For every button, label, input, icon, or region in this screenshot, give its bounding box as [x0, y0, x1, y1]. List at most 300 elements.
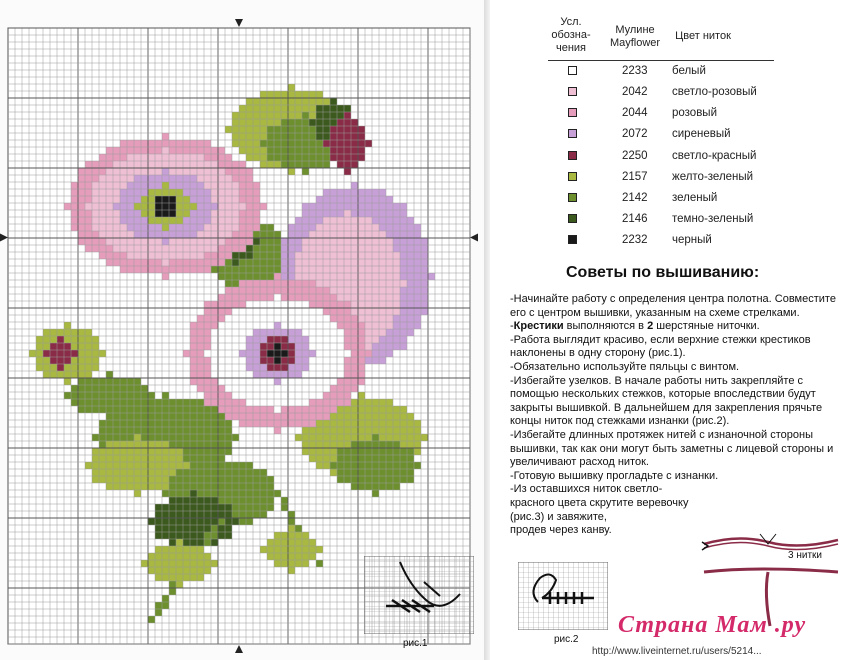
stitch-cell: [162, 567, 169, 574]
stitch-cell: [365, 469, 372, 476]
stitch-cell: [141, 266, 148, 273]
stitch-cell: [309, 287, 316, 294]
stitch-cell: [253, 105, 260, 112]
stitch-cell: [120, 189, 127, 196]
stitch-cell: [92, 168, 99, 175]
stitch-cell: [183, 490, 190, 497]
stitch-cell: [316, 245, 323, 252]
stitch-cell: [421, 245, 428, 252]
stitch-cell: [400, 441, 407, 448]
stitch-cell: [232, 322, 239, 329]
stitch-cell: [218, 441, 225, 448]
stitch-cell: [232, 490, 239, 497]
stitch-cell: [106, 245, 113, 252]
stitch-cell: [386, 336, 393, 343]
stitch-cell: [176, 231, 183, 238]
stitch-cell: [253, 420, 260, 427]
stitch-cell: [183, 238, 190, 245]
stitch-cell: [337, 413, 344, 420]
stitch-cell: [127, 434, 134, 441]
stitch-cell: [400, 287, 407, 294]
stitch-cell: [204, 259, 211, 266]
stitch-cell: [393, 469, 400, 476]
stitch-cell: [92, 343, 99, 350]
stitch-cell: [323, 343, 330, 350]
stitch-cell: [344, 217, 351, 224]
stitch-cell: [204, 455, 211, 462]
stitch-cell: [288, 371, 295, 378]
stitch-cell: [246, 462, 253, 469]
stitch-cell: [239, 210, 246, 217]
stitch-cell: [288, 343, 295, 350]
stitch-cell: [246, 490, 253, 497]
stitch-cell: [246, 189, 253, 196]
stitch-cell: [183, 525, 190, 532]
stitch-cell: [169, 203, 176, 210]
stitch-cell: [78, 378, 85, 385]
stitch-cell: [386, 217, 393, 224]
stitch-cell: [344, 399, 351, 406]
stitch-cell: [190, 448, 197, 455]
stitch-cell: [232, 462, 239, 469]
stitch-cell: [134, 469, 141, 476]
stitch-cell: [288, 385, 295, 392]
stitch-cell: [358, 147, 365, 154]
stitch-cell: [106, 469, 113, 476]
stitch-cell: [295, 322, 302, 329]
stitch-cell: [211, 539, 218, 546]
stitch-cell: [302, 252, 309, 259]
stitch-cell: [372, 420, 379, 427]
stitch-cell: [176, 539, 183, 546]
stitch-cell: [407, 462, 414, 469]
stitch-cell: [274, 490, 281, 497]
stitch-cell: [36, 336, 43, 343]
stitch-cell: [211, 266, 218, 273]
stitch-cell: [190, 469, 197, 476]
stitch-cell: [232, 287, 239, 294]
stitch-cell: [57, 336, 64, 343]
stitch-cell: [260, 329, 267, 336]
stitch-cell: [316, 301, 323, 308]
stitch-cell: [155, 462, 162, 469]
stitch-cell: [92, 210, 99, 217]
stitch-cell: [162, 462, 169, 469]
stitch-cell: [267, 161, 274, 168]
stitch-cell: [113, 189, 120, 196]
stitch-cell: [344, 462, 351, 469]
stitch-cell: [358, 231, 365, 238]
stitch-cell: [400, 462, 407, 469]
stitch-cell: [113, 154, 120, 161]
stitch-cell: [253, 329, 260, 336]
stitch-cell: [274, 553, 281, 560]
stitch-cell: [365, 448, 372, 455]
stitch-cell: [295, 245, 302, 252]
stitch-cell: [190, 476, 197, 483]
stitch-cell: [155, 532, 162, 539]
stitch-cell: [169, 560, 176, 567]
stitch-cell: [288, 308, 295, 315]
stitch-cell: [358, 336, 365, 343]
stitch-cell: [414, 238, 421, 245]
stitch-cell: [386, 224, 393, 231]
stitch-cell: [218, 448, 225, 455]
stitch-cell: [176, 469, 183, 476]
stitch-cell: [302, 420, 309, 427]
stitch-cell: [183, 511, 190, 518]
stitch-cell: [421, 273, 428, 280]
stitch-cell: [330, 413, 337, 420]
stitch-cell: [253, 112, 260, 119]
stitch-cell: [148, 441, 155, 448]
stitch-cell: [316, 280, 323, 287]
stitch-cell: [204, 427, 211, 434]
stitch-cell: [239, 224, 246, 231]
center-arrow-bottom: [235, 645, 243, 653]
stitch-cell: [218, 357, 225, 364]
stitch-cell: [134, 266, 141, 273]
stitch-cell: [393, 217, 400, 224]
stitch-cell: [148, 147, 155, 154]
stitch-cell: [365, 308, 372, 315]
stitch-cell: [169, 182, 176, 189]
stitch-cell: [386, 294, 393, 301]
stitch-cell: [225, 329, 232, 336]
stitch-cell: [239, 315, 246, 322]
stitch-cell: [260, 504, 267, 511]
stitch-cell: [99, 420, 106, 427]
stitch-cell: [113, 399, 120, 406]
stitch-cell: [99, 252, 106, 259]
stitch-cell: [365, 329, 372, 336]
stitch-cell: [407, 455, 414, 462]
stitch-cell: [232, 357, 239, 364]
stitch-cell: [197, 161, 204, 168]
stitch-cell: [246, 329, 253, 336]
stitch-cell: [414, 224, 421, 231]
stitch-cell: [239, 182, 246, 189]
stitch-cell: [218, 315, 225, 322]
thread-code: 2146: [622, 213, 648, 225]
stitch-cell: [78, 399, 85, 406]
stitch-cell: [218, 301, 225, 308]
tip-text: выполняются в: [563, 320, 648, 333]
stitch-cell: [246, 504, 253, 511]
stitch-cell: [323, 315, 330, 322]
stitch-cell: [365, 259, 372, 266]
stitch-cell: [92, 399, 99, 406]
stitch-cell: [330, 105, 337, 112]
stitch-cell: [295, 343, 302, 350]
stitch-cell: [407, 427, 414, 434]
stitch-cell: [288, 266, 295, 273]
stitch-cell: [225, 511, 232, 518]
stitch-cell: [365, 476, 372, 483]
stitch-cell: [351, 315, 358, 322]
stitch-cell: [148, 203, 155, 210]
stitch-cell: [260, 483, 267, 490]
stitch-cell: [211, 217, 218, 224]
stitch-cell: [274, 560, 281, 567]
stitch-cell: [407, 301, 414, 308]
stitch-cell: [393, 252, 400, 259]
stitch-cell: [225, 357, 232, 364]
stitch-cell: [197, 371, 204, 378]
stitch-cell: [246, 392, 253, 399]
stitch-cell: [260, 364, 267, 371]
stitch-cell: [323, 245, 330, 252]
stitch-cell: [309, 252, 316, 259]
stitch-cell: [169, 399, 176, 406]
stitch-cell: [218, 245, 225, 252]
stitch-cell: [211, 476, 218, 483]
stitch-cell: [260, 126, 267, 133]
stitch-cell: [134, 189, 141, 196]
stitch-cell: [260, 420, 267, 427]
stitch-cell: [211, 511, 218, 518]
stitch-cell: [183, 406, 190, 413]
stitch-cell: [225, 294, 232, 301]
stitch-cell: [92, 364, 99, 371]
stitch-cell: [197, 217, 204, 224]
stitch-cell: [218, 161, 225, 168]
stitch-cell: [169, 140, 176, 147]
stitch-cell: [351, 483, 358, 490]
stitch-cell: [197, 378, 204, 385]
stitch-cell: [169, 518, 176, 525]
stitch-cell: [239, 364, 246, 371]
stitch-cell: [372, 252, 379, 259]
stitch-cell: [421, 308, 428, 315]
stitch-cell: [71, 224, 78, 231]
stitch-cell: [358, 315, 365, 322]
stitch-cell: [148, 238, 155, 245]
stitch-cell: [155, 483, 162, 490]
stitch-cell: [330, 441, 337, 448]
stitch-cell: [162, 196, 169, 203]
stitch-cell: [323, 98, 330, 105]
stitch-cell: [225, 266, 232, 273]
stitch-cell: [365, 238, 372, 245]
stitch-cell: [274, 161, 281, 168]
stitch-cell: [407, 476, 414, 483]
stitch-cell: [176, 560, 183, 567]
stitch-cell: [169, 161, 176, 168]
stitch-cell: [141, 210, 148, 217]
stitch-cell: [295, 238, 302, 245]
stitch-cell: [239, 126, 246, 133]
stitch-cell: [169, 532, 176, 539]
stitch-cell: [274, 399, 281, 406]
stitch-cell: [372, 259, 379, 266]
stitch-cell: [267, 378, 274, 385]
stitch-cell: [120, 210, 127, 217]
stitch-cell: [197, 175, 204, 182]
stitch-cell: [260, 140, 267, 147]
stitch-cell: [379, 329, 386, 336]
stitch-cell: [218, 231, 225, 238]
stitch-cell: [211, 434, 218, 441]
stitch-cell: [239, 462, 246, 469]
swatch-icon: [568, 151, 577, 160]
stitch-cell: [274, 147, 281, 154]
stitch-cell: [232, 308, 239, 315]
stitch-cell: [372, 336, 379, 343]
stitch-cell: [169, 231, 176, 238]
stitch-cell: [267, 476, 274, 483]
stitch-cell: [204, 147, 211, 154]
stitch-cell: [85, 224, 92, 231]
stitch-cell: [372, 434, 379, 441]
stitch-cell: [239, 406, 246, 413]
stitch-cell: [239, 280, 246, 287]
stitch-cell: [379, 336, 386, 343]
stitch-cell: [85, 329, 92, 336]
stitch-cell: [113, 378, 120, 385]
stitch-cell: [323, 357, 330, 364]
stitch-cell: [106, 182, 113, 189]
stitch-cell: [260, 266, 267, 273]
stitch-cell: [281, 266, 288, 273]
stitch-cell: [183, 553, 190, 560]
stitch-cell: [225, 448, 232, 455]
stitch-cell: [64, 357, 71, 364]
stitch-cell: [85, 175, 92, 182]
stitch-cell: [106, 203, 113, 210]
center-arrow-top: [235, 19, 243, 27]
stitch-cell: [148, 182, 155, 189]
stitch-cell: [344, 455, 351, 462]
stitch-cell: [288, 91, 295, 98]
stitch-cell: [162, 476, 169, 483]
stitch-cell: [183, 420, 190, 427]
thread-code: 2042: [622, 86, 648, 98]
stitch-cell: [92, 469, 99, 476]
stitch-cell: [309, 140, 316, 147]
stitch-cell: [309, 315, 316, 322]
stitch-cell: [113, 462, 120, 469]
stitch-cell: [267, 371, 274, 378]
stitch-cell: [106, 252, 113, 259]
stitch-cell: [204, 525, 211, 532]
stitch-cell: [71, 210, 78, 217]
stitch-cell: [120, 413, 127, 420]
stitch-cell: [155, 476, 162, 483]
stitch-cell: [99, 161, 106, 168]
stitch-cell: [120, 140, 127, 147]
stitch-cell: [127, 231, 134, 238]
stitch-cell: [155, 217, 162, 224]
stitch-cell: [295, 126, 302, 133]
stitch-cell: [260, 287, 267, 294]
stitch-cell: [246, 266, 253, 273]
stitch-cell: [365, 287, 372, 294]
stitch-cell: [204, 175, 211, 182]
stitch-cell: [204, 196, 211, 203]
stitch-cell: [330, 357, 337, 364]
stitch-cell: [239, 245, 246, 252]
stitch-cell: [351, 413, 358, 420]
stitch-cell: [379, 301, 386, 308]
stitch-cell: [127, 252, 134, 259]
stitch-cell: [393, 483, 400, 490]
stitch-cell: [64, 343, 71, 350]
stitch-cell: [253, 385, 260, 392]
stitch-cell: [295, 364, 302, 371]
stitch-cell: [337, 322, 344, 329]
stitch-cell: [218, 385, 225, 392]
stitch-cell: [204, 182, 211, 189]
stitch-cell: [281, 350, 288, 357]
stitch-cell: [134, 224, 141, 231]
stitch-cell: [190, 574, 197, 581]
stitch-cell: [344, 224, 351, 231]
stitch-cell: [106, 441, 113, 448]
stitch-cell: [225, 420, 232, 427]
stitch-cell: [351, 133, 358, 140]
stitch-cell: [274, 105, 281, 112]
stitch-cell: [267, 413, 274, 420]
stitch-cell: [295, 413, 302, 420]
stitch-cell: [176, 581, 183, 588]
stitch-cell: [365, 280, 372, 287]
stitch-cell: [176, 406, 183, 413]
stitch-cell: [148, 476, 155, 483]
stitch-cell: [253, 294, 260, 301]
stitch-cell: [99, 469, 106, 476]
stitch-cell: [253, 189, 260, 196]
stitch-cell: [113, 441, 120, 448]
stitch-cell: [372, 462, 379, 469]
stitch-cell: [372, 441, 379, 448]
stitch-cell: [169, 490, 176, 497]
stitch-cell: [190, 399, 197, 406]
stitch-cell: [386, 406, 393, 413]
stitch-cell: [232, 518, 239, 525]
stitch-cell: [197, 231, 204, 238]
stitch-cell: [365, 273, 372, 280]
stitch-cell: [246, 518, 253, 525]
stitch-cell: [302, 539, 309, 546]
stitch-cell: [386, 245, 393, 252]
stitch-cell: [127, 448, 134, 455]
stitch-cell: [92, 357, 99, 364]
stitch-cell: [302, 119, 309, 126]
stitch-cell: [400, 343, 407, 350]
stitch-cell: [288, 259, 295, 266]
stitch-cell: [113, 224, 120, 231]
stitch-cell: [85, 231, 92, 238]
stitch-cell: [197, 315, 204, 322]
stitch-cell: [106, 259, 113, 266]
stitch-cell: [211, 420, 218, 427]
stitch-cell: [218, 175, 225, 182]
stitch-cell: [155, 175, 162, 182]
stitch-cell: [365, 231, 372, 238]
stitch-cell: [57, 343, 64, 350]
stitch-cell: [239, 105, 246, 112]
stitch-cell: [197, 350, 204, 357]
stitch-cell: [127, 266, 134, 273]
stitch-cell: [106, 427, 113, 434]
stitch-cell: [176, 203, 183, 210]
stitch-cell: [169, 469, 176, 476]
stitch-cell: [190, 154, 197, 161]
stitch-cell: [260, 231, 267, 238]
stitch-cell: [260, 343, 267, 350]
stitch-cell: [295, 420, 302, 427]
